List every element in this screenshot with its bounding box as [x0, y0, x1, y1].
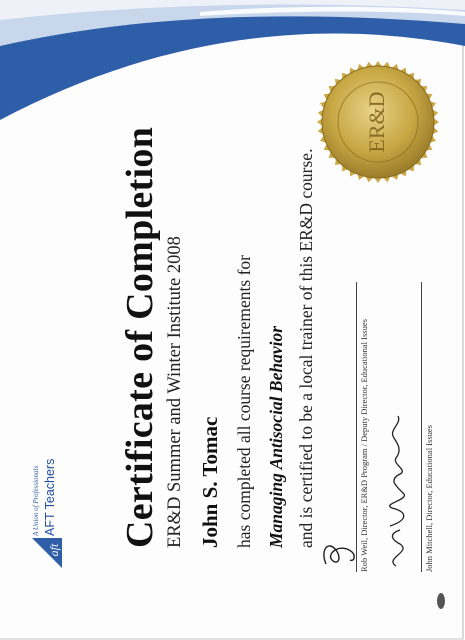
program-name: ER&D Summer and Winter Institute 2008: [165, 236, 185, 548]
aft-logo-icon: [30, 536, 64, 570]
course-name: Managing Antisocial Behavior: [266, 325, 286, 548]
seal-center-text: ER&D: [364, 91, 389, 153]
signature-line-2: [421, 282, 422, 572]
signature-caption-2: John Mitchell, Director, Educational Issues: [424, 425, 434, 572]
union-bug-icon: [436, 592, 446, 610]
logo-org-name: AFT Teachers: [43, 458, 57, 536]
signature-line-1: [356, 282, 357, 572]
recipient-name: John S. Tomac: [198, 416, 222, 548]
signature-1: [322, 532, 358, 572]
certificate-title: Certificate of Completion: [119, 126, 161, 548]
signature-caption-1: Rob Weil, Director, ER&D Program / Deputy Director, Educational Issues: [359, 319, 369, 572]
signature-2: [378, 390, 418, 570]
svg-text:aft: aft: [47, 543, 61, 557]
certification-statement: and is certified to be a local trainer of this ER&D course.: [296, 148, 316, 548]
completion-statement: has completed all course requirements for: [234, 254, 254, 548]
logo-tagline: A Union of Professionals: [32, 465, 40, 536]
